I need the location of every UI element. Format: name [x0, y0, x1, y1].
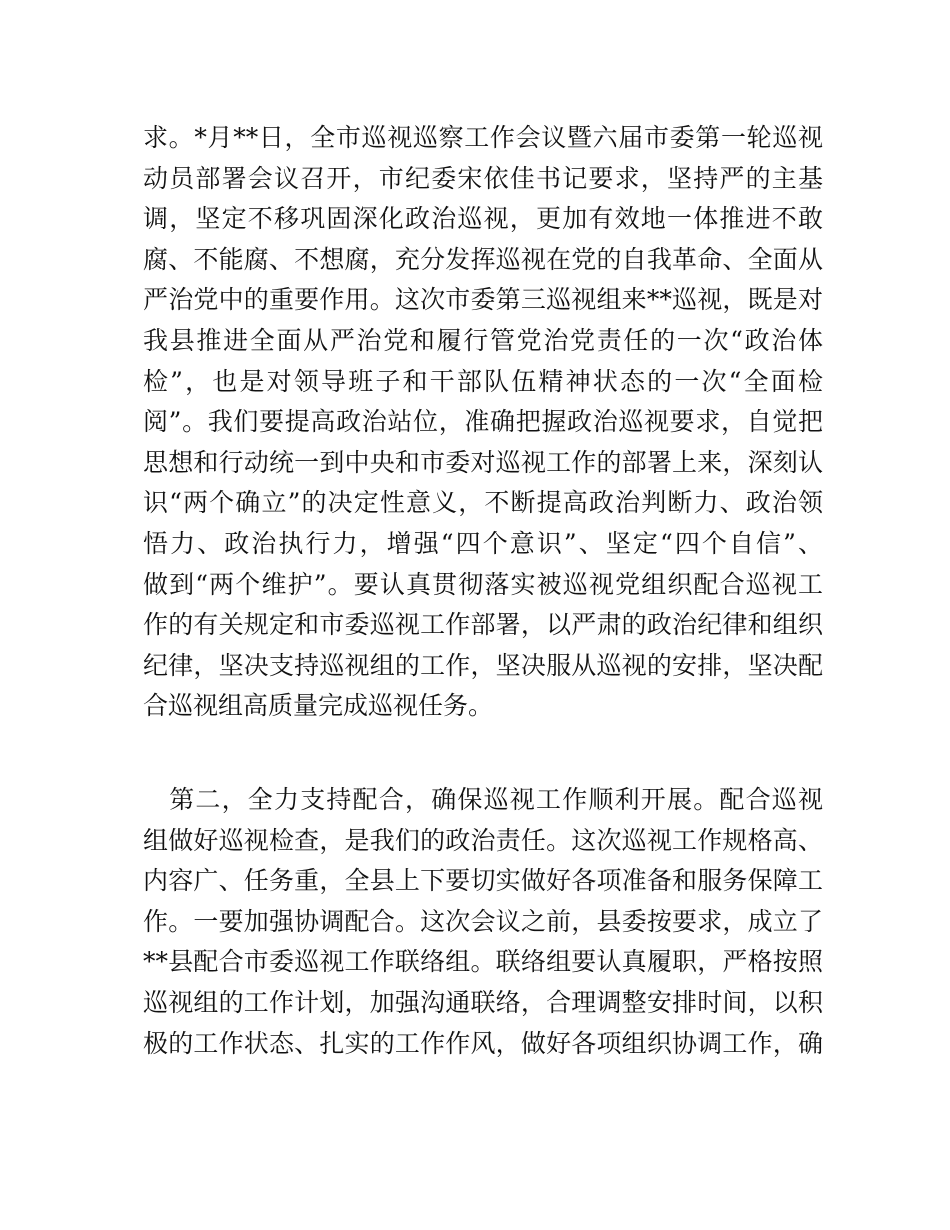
paragraph-2 [143, 780, 823, 1064]
text-line: 作。一要加强协调配合。这次会议之前，县委按要求，成立了 [143, 906, 823, 936]
text-line: 合巡视组高质量完成巡视任务。 [143, 691, 494, 721]
text-line: 第二，全力支持配合，确保巡视工作顺利开展。配合巡视 [143, 785, 823, 814]
text-line: 做到“两个维护”。要认真贯彻落实被巡视党组织配合巡视工 [143, 569, 823, 599]
text-line: 组做好巡视检查，是我们的政治责任。这次巡视工作规格高、 [143, 825, 823, 855]
text-line: 检”，也是对领导班子和干部队伍精神状态的一次“全面检 [143, 366, 823, 396]
text-line: 作的有关规定和市委巡视工作部署，以严肃的政治纪律和组织 [143, 610, 823, 640]
text-line: 悟力、政治执行力，增强“四个意识”、坚定“四个自信”、 [143, 528, 823, 558]
text-line: 严治党中的重要作用。这次市委第三巡视组来**巡视，既是对 [143, 285, 823, 315]
text-line: 内容广、任务重，全县上下要切实做好各项准备和服务保障工 [143, 866, 823, 896]
text-line: 腐、不能腐、不想腐，充分发挥巡视在党的自我革命、全面从 [143, 244, 823, 274]
text-line: 求。*月**日，全市巡视巡察工作会议暨六届市委第一轮巡视 [143, 123, 823, 152]
text-line: 调，坚定不移巩固深化政治巡视，更加有效地一体推进不敢 [143, 204, 823, 234]
text-line: 我县推进全面从严治党和履行管党治党责任的一次“政治体 [143, 325, 823, 355]
text-line: **县配合市委巡视工作联络组。联络组要认真履职，严格按照 [143, 947, 823, 977]
text-line: 思想和行动统一到中央和市委对巡视工作的部署上来，深刻认 [143, 447, 823, 477]
text-line: 巡视组的工作计划，加强沟通联络，合理调整安排时间，以积 [143, 987, 823, 1017]
text-line: 纪律，坚决支持巡视组的工作，坚决服从巡视的安排，坚决配 [143, 650, 823, 680]
text-line: 识“两个确立”的决定性意义，不断提高政治判断力、政治领 [143, 488, 823, 518]
text-line: 极的工作状态、扎实的工作作风，做好各项组织协调工作，确 [143, 1028, 823, 1058]
text-line: 动员部署会议召开，市纪委宋依佳书记要求，坚持严的主基 [143, 163, 823, 193]
text-line: 阅”。我们要提高政治站位，准确把握政治巡视要求，自觉把 [143, 407, 823, 437]
paragraph-1 [143, 118, 823, 727]
